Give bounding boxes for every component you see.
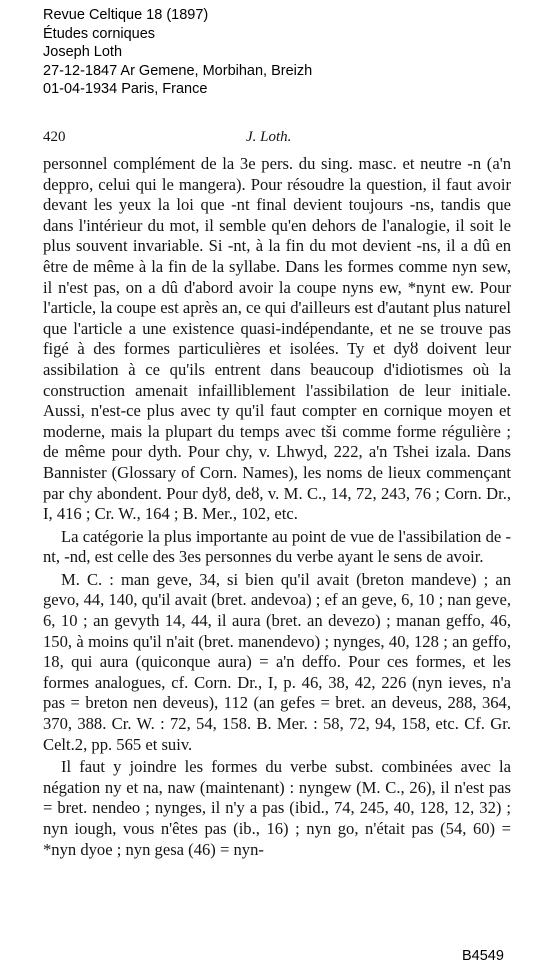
- death-line: 01-04-1934 Paris, France: [43, 81, 208, 97]
- document-code: B4549: [462, 948, 504, 964]
- paragraph: personnel complément de la 3e pers. du sing. masc. et neutre -n (a'n deppro, celui qui le mangera). Pour résoudre la question, il faut avoir devant les yeux la loi que -nt final devient toujours -ns, tandis que dans l'intérieur du mot, il semble qu'en dehors de l'analogie, il soit le plus souvent invariable. Si -nt, à la fin du mot devient -ns, il a dû en être de même à la fin de la syllabe. Dans les formes comme nyn sew, il n'est pas, on a dû d'abord avoir la coupe nyns ew, *nynt ew. Pour l'article, la coupe est après an, ce qui d'ailleurs est d'autant plus naturel que l'article a une existence quasi-indépendante, et ne se trouve pas figé à des formes particulières et isolées. Ty et dyȣ doivent leur assibilation à ce qu'ils entrent dans beaucoup d'idiotismes où la construction amenait infailliblement l'assibilation de leur initiale. Aussi, n'est-ce plus avec ty qu'il faut compter en cornique moyen et moderne, mais la plupart du temps avec tši comme forme régulière ; de même pour dyth. Pour chy, v. Lhwyd, 222, a'n Tshei izala. Dans Bannister (Glossary of Corn. Names), les noms de lieux commençant par chy abondent. Pour dyȣ, deȣ, v. M. C., 14, 72, 243, 76 ; Corn. Dr., I, 416 ; Cr. W., 164 ; B. Mer., 102, etc.: [43, 154, 511, 524]
- author-line: Joseph Loth: [43, 44, 123, 60]
- paragraph: M. C. : man geve, 34, si bien qu'il avait (breton mandeve) ; an gevo, 44, 140, qu'il avait (bret. andevoa) ; ef an geve, 6, 10 ; nan geve, 6, 10 ; an gevyth 14, 44, il aura (bret. an devezo) ; manan geffo, 46, 150, à moins qu'il n'ait (bret. manendevo) ; nynges, 40, 128 ; an geffo, 18, qui aura (quiconque aura) = a'n deffo. Pour ces formes, et les formes analogues, cf. Corn. Dr., I, p. 46, 38, 42, 226 (nyn ieves, n'a pas = breton nen deveus), 112 (an gefes = bret. an deveus, 288, 364, 370, 388. Cr. W. : 72, 54, 158. B. Mer. : 58, 72, 94, 158, etc. Cf. Gr. Celt.2, pp. 565 et suiv.: [43, 569, 511, 754]
- running-head: [43, 129, 511, 149]
- paragraph: La catégorie la plus importante au point de vue de l'assibilation de -nt, -nd, est celle des 3es personnes du verbe ayant le sens de avoir.: [43, 526, 511, 567]
- body-text: [43, 154, 511, 860]
- page-number: 420: [43, 129, 66, 145]
- running-title: J. Loth.: [246, 129, 292, 145]
- journal-line: Revue Celtique 18 (1897): [43, 7, 209, 23]
- document-header: [43, 6, 312, 99]
- birth-line: 27-12-1847 Ar Gemene, Morbihan, Breizh: [43, 62, 313, 79]
- paragraph: Il faut y joindre les formes du verbe subst. combinées avec la négation ny et na, naw (maintenant) : nyngew (M. C., 26), il n'est pas = bret. nendeo ; nynges, il n'y a pas (ibid., 74, 245, 40, 128, 12, 32) ; nyn iough, vous n'êtes pas (ib., 16) ; nyn go, n'était pas (54, 60) = *nyn dyoe ; nyn gesa (46) = nyn-: [43, 757, 511, 859]
- article-title-line: Études corniques: [43, 25, 156, 42]
